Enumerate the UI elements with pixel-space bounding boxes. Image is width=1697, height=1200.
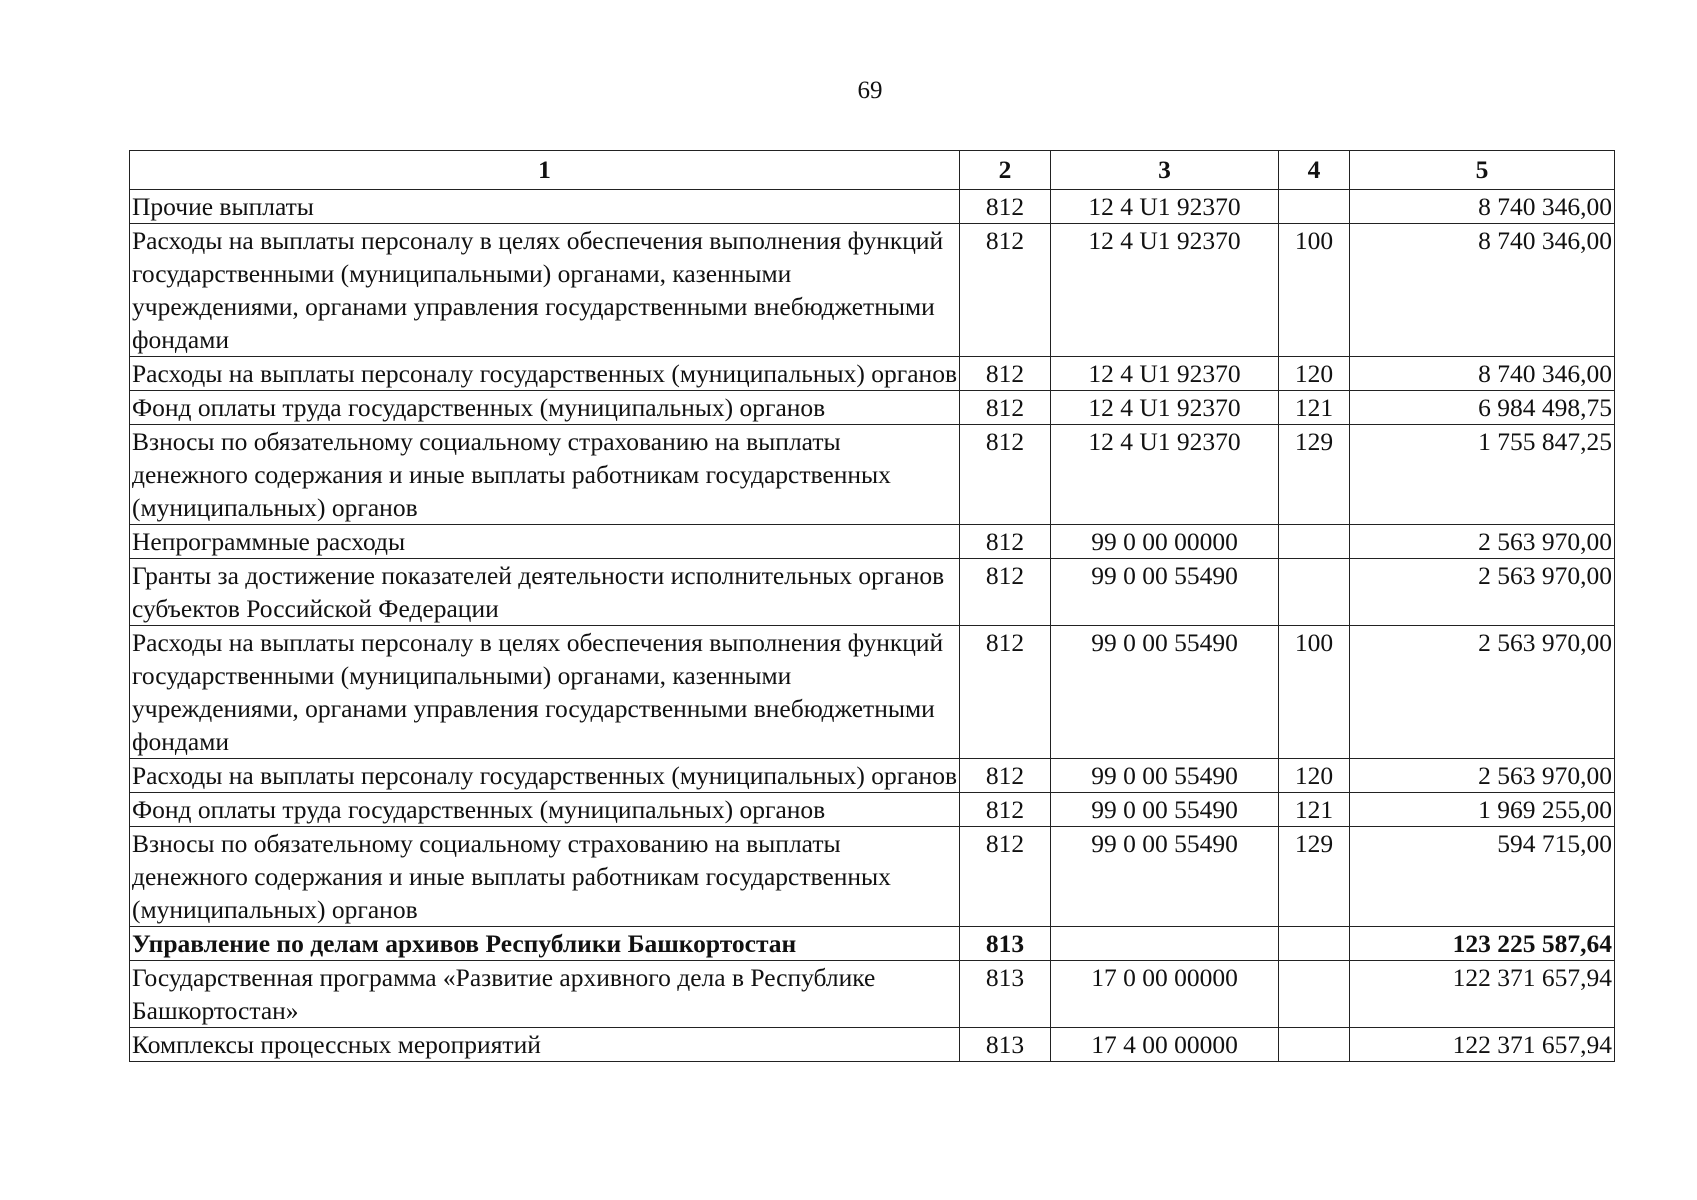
row-name-cell: Фонд оплаты труда государственных (муниципальных) органов [130, 391, 960, 425]
row-name-cell: Непрограммные расходы [130, 525, 960, 559]
row-name-cell: Расходы на выплаты персоналу государственных (муниципальных) органов [130, 357, 960, 391]
row-amount-cell: 594 715,00 [1350, 827, 1615, 927]
row-grbs-cell: 812 [960, 559, 1051, 626]
row-grbs-cell: 812 [960, 759, 1051, 793]
row-vr-cell [1279, 927, 1350, 961]
row-name-cell: Расходы на выплаты персоналу в целях обеспечения выполнения функций государственными (муниципальными) органами, казенными учреждениями, органами управления государственными внебюджетными фондами [130, 626, 960, 759]
row-csr-cell: 99 0 00 00000 [1051, 525, 1279, 559]
budget-table [129, 150, 1615, 1062]
row-csr-cell: 99 0 00 55490 [1051, 759, 1279, 793]
row-amount-cell: 2 563 970,00 [1350, 559, 1615, 626]
row-csr-cell [1051, 927, 1279, 961]
page-number: 69 [857, 77, 883, 104]
row-vr-cell [1279, 525, 1350, 559]
row-amount-cell: 2 563 970,00 [1350, 525, 1615, 559]
row-vr-cell [1279, 559, 1350, 626]
table-row [130, 190, 1615, 224]
table-body [130, 190, 1615, 1062]
row-vr-cell [1279, 1028, 1350, 1062]
row-grbs-cell: 812 [960, 525, 1051, 559]
row-grbs-cell: 813 [960, 1028, 1051, 1062]
row-amount-cell: 2 563 970,00 [1350, 626, 1615, 759]
row-grbs-cell: 812 [960, 391, 1051, 425]
table-row [130, 759, 1615, 793]
row-csr-cell: 99 0 00 55490 [1051, 626, 1279, 759]
row-grbs-cell: 812 [960, 357, 1051, 391]
row-vr-cell [1279, 961, 1350, 1028]
table-row [130, 525, 1615, 559]
column-header-3: 3 [1051, 151, 1279, 190]
row-grbs-cell: 812 [960, 827, 1051, 927]
row-grbs-cell: 812 [960, 425, 1051, 525]
row-csr-cell: 99 0 00 55490 [1051, 559, 1279, 626]
row-vr-cell: 121 [1279, 793, 1350, 827]
row-csr-cell: 12 4 U1 92370 [1051, 224, 1279, 357]
row-name-cell: Комплексы процессных мероприятий [130, 1028, 960, 1062]
table-row [130, 559, 1615, 626]
row-name-cell: Гранты за достижение показателей деятельности исполнительных органов субъектов Российской Федерации [130, 559, 960, 626]
row-grbs-cell: 812 [960, 793, 1051, 827]
row-amount-cell: 123 225 587,64 [1350, 927, 1615, 961]
row-grbs-cell: 812 [960, 224, 1051, 357]
row-amount-cell: 1 969 255,00 [1350, 793, 1615, 827]
row-name-cell: Взносы по обязательному социальному страхованию на выплаты денежного содержания и иные выплаты работникам государственных (муниципальных) органов [130, 827, 960, 927]
table-row [130, 961, 1615, 1028]
row-csr-cell: 17 4 00 00000 [1051, 1028, 1279, 1062]
row-name-cell: Государственная программа «Развитие архивного дела в Республике Башкортостан» [130, 961, 960, 1028]
table-row [130, 357, 1615, 391]
row-vr-cell: 100 [1279, 224, 1350, 357]
column-header-2: 2 [960, 151, 1051, 190]
row-vr-cell: 129 [1279, 425, 1350, 525]
header-row [130, 151, 1615, 190]
row-grbs-cell: 813 [960, 961, 1051, 1028]
table-row [130, 425, 1615, 525]
row-amount-cell: 8 740 346,00 [1350, 190, 1615, 224]
table-row [130, 793, 1615, 827]
row-amount-cell: 6 984 498,75 [1350, 391, 1615, 425]
row-amount-cell: 122 371 657,94 [1350, 1028, 1615, 1062]
row-vr-cell [1279, 190, 1350, 224]
row-csr-cell: 12 4 U1 92370 [1051, 190, 1279, 224]
row-amount-cell: 8 740 346,00 [1350, 224, 1615, 357]
row-csr-cell: 99 0 00 55490 [1051, 827, 1279, 927]
row-name-cell: Управление по делам архивов Республики Башкортостан [130, 927, 960, 961]
row-grbs-cell: 812 [960, 626, 1051, 759]
row-vr-cell: 100 [1279, 626, 1350, 759]
row-vr-cell: 129 [1279, 827, 1350, 927]
row-amount-cell: 8 740 346,00 [1350, 357, 1615, 391]
table-row [130, 1028, 1615, 1062]
column-header-4: 4 [1279, 151, 1350, 190]
row-csr-cell: 99 0 00 55490 [1051, 793, 1279, 827]
column-header-5: 5 [1350, 151, 1615, 190]
row-csr-cell: 12 4 U1 92370 [1051, 425, 1279, 525]
table-row [130, 927, 1615, 961]
row-vr-cell: 120 [1279, 759, 1350, 793]
row-name-cell: Фонд оплаты труда государственных (муниципальных) органов [130, 793, 960, 827]
row-amount-cell: 1 755 847,25 [1350, 425, 1615, 525]
row-name-cell: Расходы на выплаты персоналу государственных (муниципальных) органов [130, 759, 960, 793]
table-row [130, 827, 1615, 927]
table-row [130, 224, 1615, 357]
row-csr-cell: 17 0 00 00000 [1051, 961, 1279, 1028]
row-csr-cell: 12 4 U1 92370 [1051, 391, 1279, 425]
row-name-cell: Прочие выплаты [130, 190, 960, 224]
row-name-cell: Расходы на выплаты персоналу в целях обеспечения выполнения функций государственными (муниципальными) органами, казенными учреждениями, органами управления государственными внебюджетными фондами [130, 224, 960, 357]
table-header [130, 151, 1615, 190]
row-amount-cell: 2 563 970,00 [1350, 759, 1615, 793]
table-row [130, 626, 1615, 759]
column-header-1: 1 [130, 151, 960, 190]
row-amount-cell: 122 371 657,94 [1350, 961, 1615, 1028]
table-row [130, 391, 1615, 425]
row-name-cell: Взносы по обязательному социальному страхованию на выплаты денежного содержания и иные выплаты работникам государственных (муниципальных) органов [130, 425, 960, 525]
row-grbs-cell: 812 [960, 190, 1051, 224]
row-grbs-cell: 813 [960, 927, 1051, 961]
row-vr-cell: 120 [1279, 357, 1350, 391]
row-csr-cell: 12 4 U1 92370 [1051, 357, 1279, 391]
row-vr-cell: 121 [1279, 391, 1350, 425]
